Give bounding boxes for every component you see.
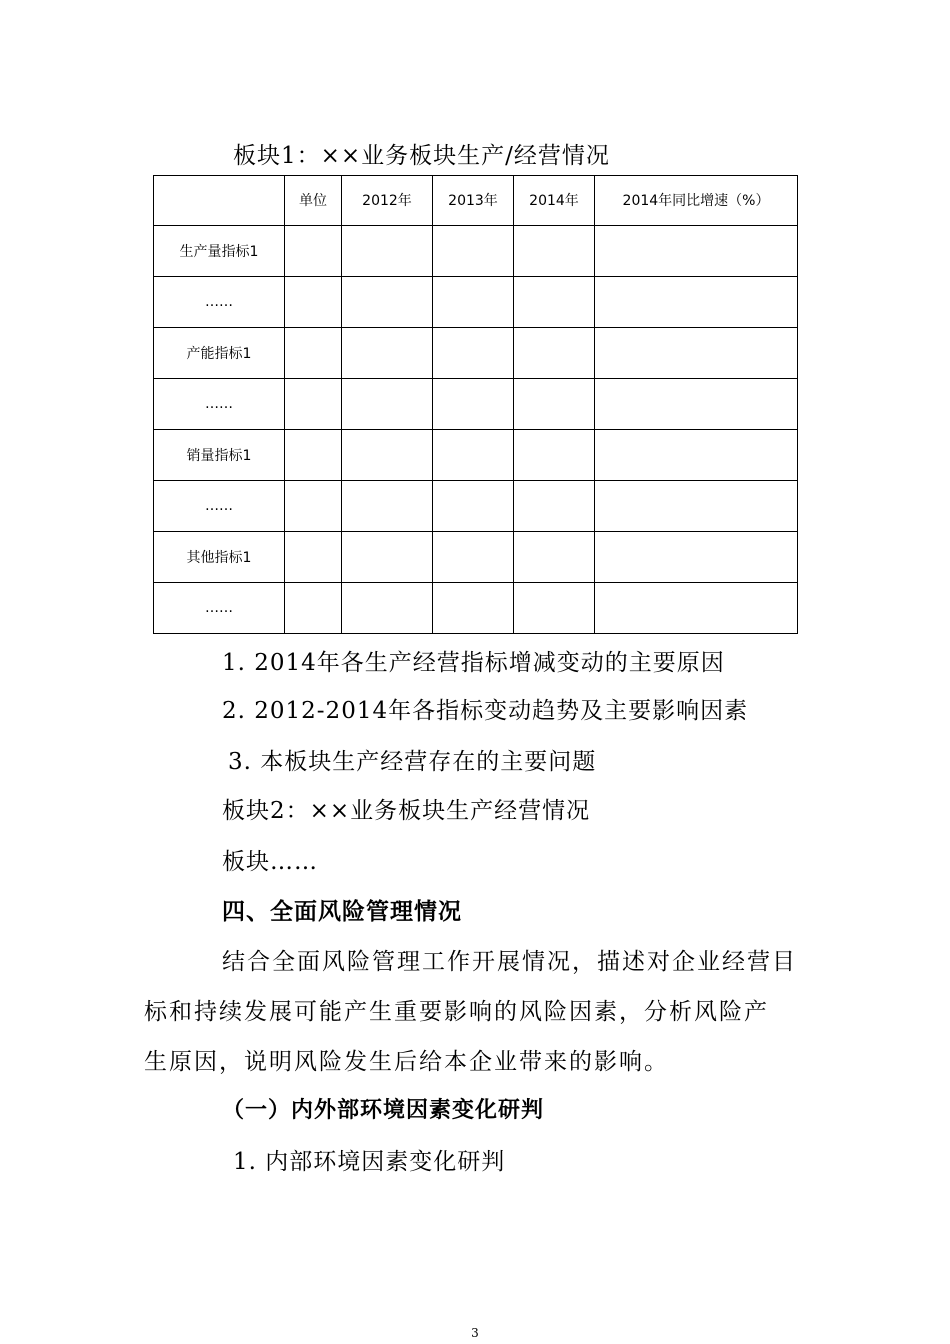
paragraph-line-3: 生原因，说明风险发生后给本企业带来的影响。 [144,1049,669,1075]
block-more: 板块…… [222,849,318,875]
row-label: 其他指标1 [154,532,285,583]
header-cell: 2013年 [433,176,514,226]
header-cell: 2012年 [342,176,433,226]
table-header-row [154,176,798,226]
block2-heading: 板块2：××业务板块生产经营情况 [222,798,591,824]
row-label: 销量指标1 [154,430,285,481]
table-row [154,532,798,583]
row-label: …… [154,583,285,634]
table-row [154,481,798,532]
paragraph-line-1: 结合全面风险管理工作开展情况，描述对企业经营目 [222,949,797,975]
table-row [154,328,798,379]
subsection-title: （一）内外部环境因素变化研判 [222,1098,545,1123]
table-row [154,226,798,277]
header-cell: 2014年同比增速（%） [595,176,798,226]
item-2: 2. 2012-2014年各指标变动趋势及主要影响因素 [222,698,749,724]
row-label: …… [154,277,285,328]
table-row [154,430,798,481]
header-cell [154,176,285,226]
block1-heading: 板块1：××业务板块生产/经营情况 [233,143,610,169]
row-label: 生产量指标1 [154,226,285,277]
item-1: 1. 2014年各生产经营指标增减变动的主要原因 [222,650,725,676]
section-title: 四、全面风险管理情况 [222,899,462,925]
row-label: …… [154,379,285,430]
header-cell: 单位 [285,176,342,226]
row-label: 产能指标1 [154,328,285,379]
sub-item-1: 1. 内部环境因素变化研判 [233,1149,506,1175]
paragraph-line-2: 标和持续发展可能产生重要影响的风险因素，分析风险产 [144,999,769,1025]
item-3: 3. 本板块生产经营存在的主要问题 [228,749,597,775]
row-label: …… [154,481,285,532]
page-number: 3 [471,1326,479,1340]
production-table [153,175,798,634]
table-row [154,277,798,328]
table-row [154,379,798,430]
table-row [154,583,798,634]
header-cell: 2014年 [514,176,595,226]
